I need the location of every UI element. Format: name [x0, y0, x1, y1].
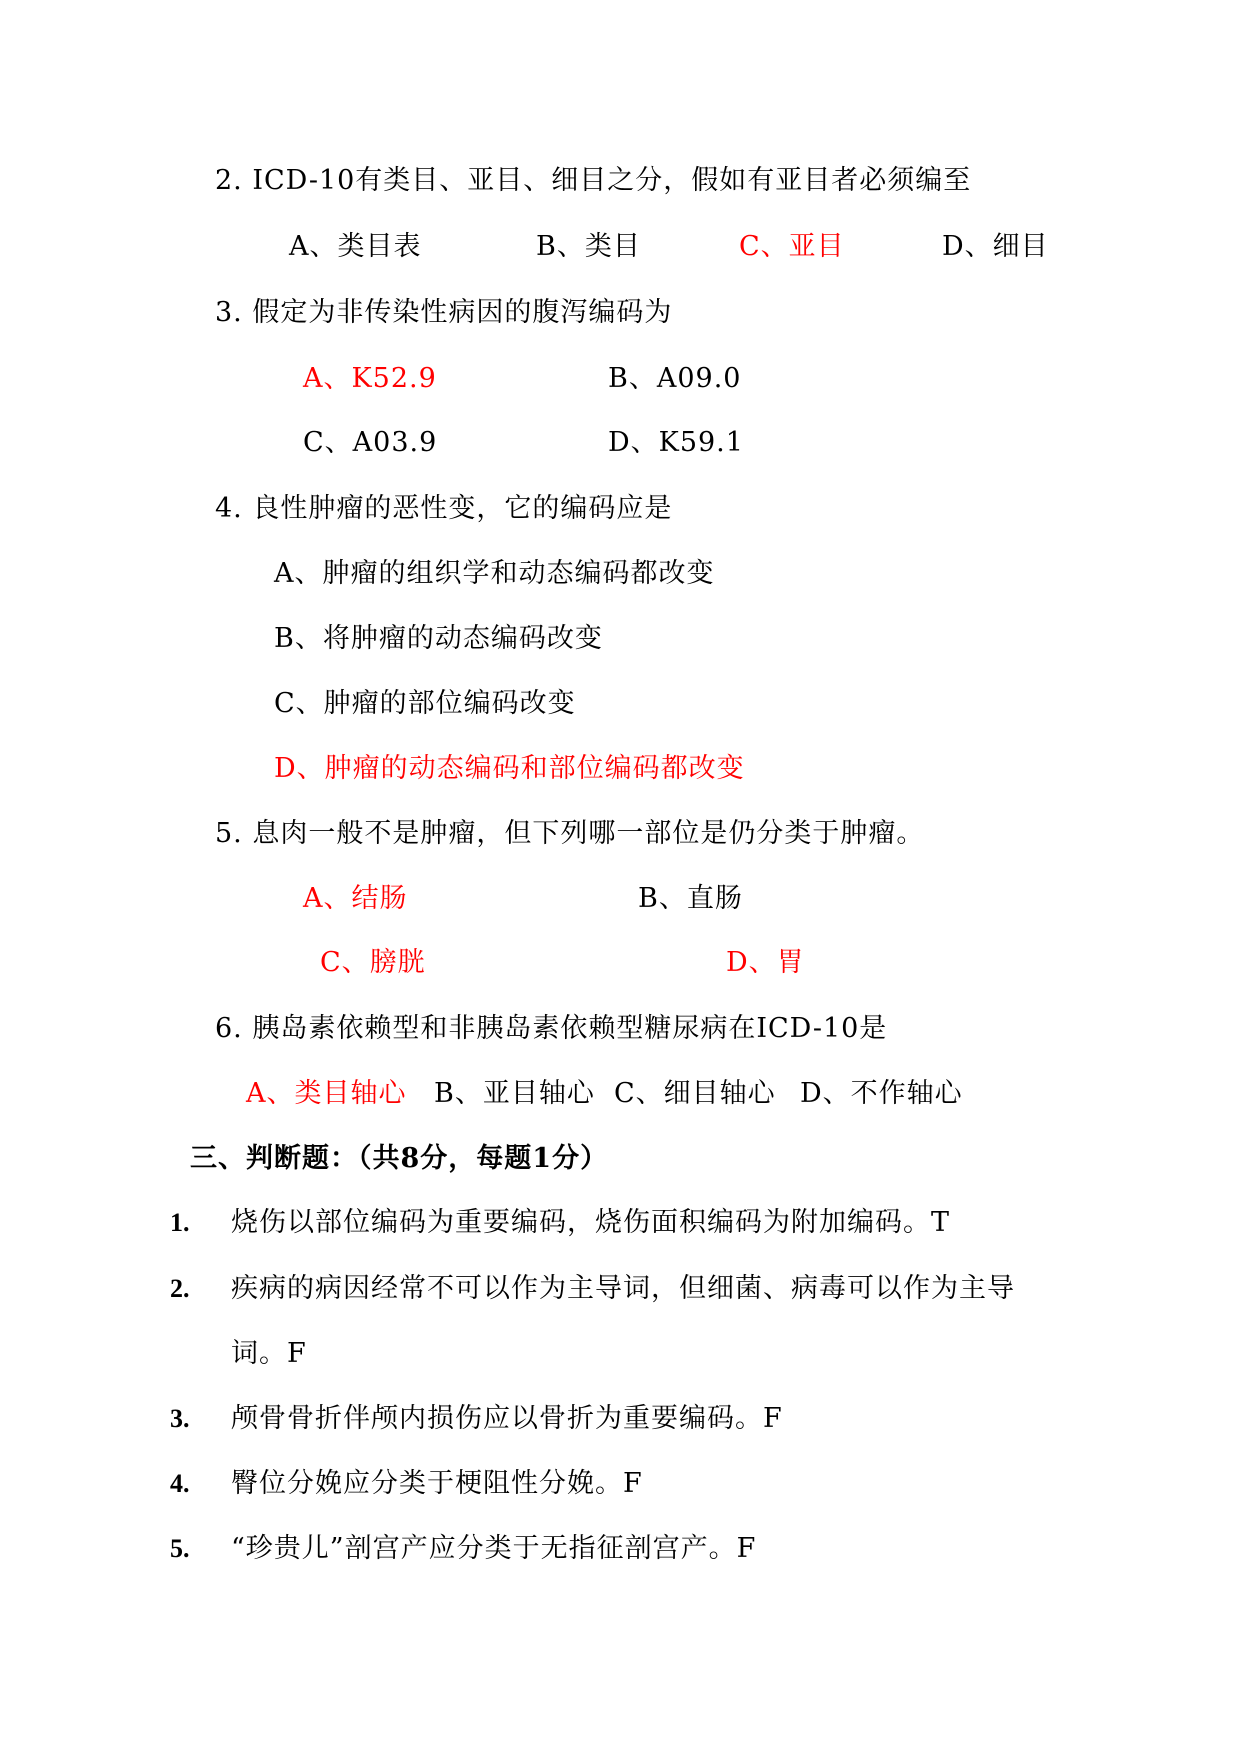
question-2-option-a: A、类目表: [289, 231, 422, 262]
tf-item-text: 烧伤以部位编码为重要编码，烧伤面积编码为附加编码。T: [231, 1207, 951, 1238]
question-5-option-a: A、结肠: [303, 883, 408, 914]
question-4-option-a: A、肿瘤的组织学和动态编码都改变: [274, 558, 715, 589]
question-5-option-d: D、胃: [726, 947, 805, 978]
question-3-option-c: C、A03.9: [303, 427, 438, 458]
question-5-option-b: B、直肠: [638, 883, 743, 914]
question-3-stem: 3. 假定为非传染性病因的腹泻编码为: [215, 297, 673, 328]
tf-item-text: 臀位分娩应分类于梗阻性分娩。F: [231, 1468, 643, 1499]
tf-item-number: 5.: [170, 1534, 190, 1563]
tf-item-text-continuation: 词。F: [231, 1338, 307, 1369]
tf-item-number: 3.: [170, 1404, 190, 1433]
question-2-option-b: B、类目: [536, 231, 641, 262]
question-4-option-d: D、肿瘤的动态编码和部位编码都改变: [274, 753, 745, 784]
question-3-option-a: A、K52.9: [303, 363, 437, 394]
question-6-option-a: A、类目轴心: [246, 1078, 407, 1109]
question-6-stem: 6. 胰岛素依赖型和非胰岛素依赖型糖尿病在ICD-10是: [215, 1013, 888, 1044]
question-3-option-b: B、A09.0: [608, 363, 742, 394]
section-3-heading: 三、判断题：（共8分，每题1分）: [190, 1143, 609, 1174]
question-6-option-c: C、细目轴心: [614, 1078, 776, 1109]
tf-item-text: 疾病的病因经常不可以作为主导词，但细菌、病毒可以作为主导: [231, 1273, 1015, 1304]
question-2-option-d: D、细目: [942, 231, 1049, 262]
question-2-stem: 2. ICD-10有类目、亚目、细目之分，假如有亚目者必须编至: [215, 165, 972, 196]
question-3-option-d: D、K59.1: [608, 427, 744, 458]
tf-item-text: 颅骨骨折伴颅内损伤应以骨折为重要编码。F: [231, 1403, 783, 1434]
question-4-option-b: B、将肿瘤的动态编码改变: [274, 623, 603, 654]
tf-item-text: “珍贵儿”剖宫产应分类于无指征剖宫产。F: [231, 1533, 757, 1564]
tf-item-number: 4.: [170, 1469, 190, 1498]
tf-item-number: 2.: [170, 1274, 190, 1303]
tf-item-number: 1.: [170, 1208, 190, 1237]
question-6-option-b: B、亚目轴心: [434, 1078, 595, 1109]
question-5-option-c: C、膀胱: [320, 947, 426, 978]
question-5-stem: 5. 息肉一般不是肿瘤，但下列哪一部位是仍分类于肿瘤。: [215, 818, 925, 849]
question-4-option-c: C、肿瘤的部位编码改变: [274, 688, 576, 719]
question-4-stem: 4. 良性肿瘤的恶性变，它的编码应是: [215, 493, 673, 524]
question-2-option-c: C、亚目: [739, 231, 845, 262]
question-6-option-d: D、不作轴心: [800, 1078, 963, 1109]
